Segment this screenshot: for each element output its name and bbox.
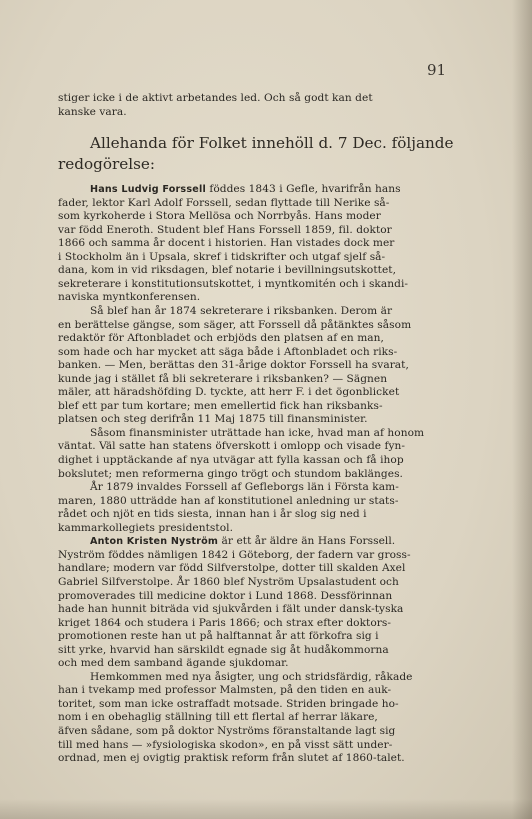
text-line: toritet, som man icke ostraffadt motsade. Striden bringade ho-: [58, 697, 399, 710]
page-number: 91: [427, 61, 447, 79]
text-line: stiger icke i de aktivt arbetandes led. Och så godt kan det: [58, 92, 373, 104]
text-fragment: föddes 1843 i Gefle, hvarifrån hans: [205, 183, 401, 196]
text-fragment: är ett år äldre än Hans Forssell.: [218, 535, 396, 548]
text-line: ordnad, men ej ovigtig praktisk reform från slutet af 1860-talet.: [58, 752, 405, 765]
text-line: var född Eneroth. Student blef Hans Forssell 1859, fil. doktor: [58, 223, 392, 236]
paragraph-nystrom-bio: [58, 535, 462, 670]
text-line: 1866 och samma år docent i historien. Han vistades dock mer: [58, 237, 395, 250]
text-line: väntat. Väl satte han statens öfverskott i omlopp och visade fyn-: [58, 440, 406, 453]
text-line: rådet och njöt en tids siesta, innan han i år slog sig ned i: [58, 508, 367, 521]
heading-line: Allehanda för Folket innehöll d. 7 Dec. följande: [90, 134, 454, 153]
text-line: Gabriel Silfverstolpe. År 1860 blef Nyström Upsalastudent och: [58, 575, 399, 588]
text-line: en berättelse gängse, som säger, att Forssell då påtänktes såsom: [58, 318, 412, 331]
text-line: [58, 535, 462, 549]
text-line: och med dem samband ägande sjukdomar.: [58, 657, 289, 670]
text-line: till med hans — »fysiologiska skodon», en på visst sätt under-: [58, 738, 393, 751]
text-line: sitt yrke, hvarvid han särskildt egnade sig åt hudåkommorna: [58, 643, 389, 656]
text-line: sekreterare i konstitutionsutskottet, i myntkomitén och i skandi-: [58, 277, 409, 290]
text-line: promotionen reste han ut på halftannat år att förkofra sig i: [58, 630, 379, 643]
text-line: dighet i upptäckande af nya utvägar att fylla kassan och få ihop: [58, 454, 404, 467]
section-heading: [58, 133, 462, 175]
text-line: kunde jag i stället få bli sekreterare i riksbanken? — Sägnen: [58, 372, 388, 385]
text-line: som hade och har mycket att säga både i Aftonbladet och riks-: [58, 345, 398, 358]
text-line: bokslutet; men reformerna gingo trögt och stundom baklänges.: [58, 467, 403, 480]
text-line: [58, 183, 462, 197]
text-line: äfven sådane, som på doktor Nyströms föranstaltande lagt sig: [58, 724, 396, 737]
paragraph-finansminister: [58, 427, 462, 481]
text-line: promoverades till medicine doktor i Lund 1868. Dessförinnan: [58, 589, 393, 602]
text-line: platsen och steg derifrån 11 Maj 1875 till finansminister.: [58, 413, 368, 426]
text-line: dana, kom in vid riksdagen, blef notarie i bevillningsutskottet,: [58, 264, 397, 277]
text-line: Nyström föddes nämligen 1842 i Göteborg, der fadern var gross-: [58, 548, 411, 561]
text-line: han i tvekamp med professor Malmsten, på den tiden en auk-: [58, 684, 392, 697]
text-line: År 1879 invaldes Forssell af Gefleborgs län i Första kam-: [90, 481, 399, 494]
text-line: banken. — Men, berättas den 31-årige doktor Forssell ha svarat,: [58, 359, 409, 372]
text-line: fader, lektor Karl Adolf Forssell, sedan flyttade till Nerike så-: [58, 196, 390, 209]
text-line: Hemkommen med nya åsigter, ung och stridsfärdig, råkade: [90, 670, 413, 683]
text-line: maren, 1880 utträdde han af konstitutionel anledning ur stats-: [58, 494, 399, 507]
text-line: kriget 1864 och studera i Paris 1866; och strax efter doktors-: [58, 616, 392, 629]
text-line: nom i en obehaglig ställning till ett flertal af herrar läkare,: [58, 711, 378, 724]
text-line: redaktör för Aftonbladet och erbjöds den platsen af en man,: [58, 332, 384, 345]
text-line: kanske vara.: [58, 105, 127, 118]
person-name-bold: Hans Ludvig Forssell: [90, 184, 206, 196]
paragraph-hemkommen: [58, 671, 462, 766]
text-line: mäler, att häradshöfding D. tyckte, att herr F. i det ögonblicket: [58, 386, 400, 399]
paragraph-forsta-kammaren: [58, 481, 462, 535]
heading-line: redogörelse:: [58, 155, 155, 174]
person-name-bold: Anton Kristen Nyström: [90, 536, 219, 548]
text-line: i Stockholm än i Upsala, skref i tidskrifter och utgaf sjelf så-: [58, 250, 386, 263]
text-line: naviska myntkonferensen.: [58, 291, 201, 304]
paragraph-riksbanken: [58, 305, 462, 427]
page-edge-shadow: [512, 0, 532, 819]
text-line: Så blef han år 1874 sekreterare i riksbanken. Derom är: [90, 305, 393, 318]
paragraph-forssell-bio: [58, 183, 462, 305]
text-line: blef ett par tum kortare; men emellertid fick han riksbanks-: [58, 399, 383, 412]
text-line: som kyrkoherde i Stora Mellösa och Norrbyås. Hans moder: [58, 210, 381, 223]
text-line: kammarkollegiets presidentstol.: [58, 521, 233, 534]
text-line: handlare; modern var född Silfverstolpe, dotter till skalden Axel: [58, 562, 406, 575]
text-line: hade han hunnit biträda vid sjukvården i fält under dansk-tyska: [58, 603, 404, 616]
paragraph-intro: [58, 92, 462, 119]
page-bottom-shadow: [0, 799, 532, 819]
text-line: Såsom finansminister uträttade han icke, hvad man af honom: [90, 426, 425, 439]
body-text: [58, 92, 462, 766]
